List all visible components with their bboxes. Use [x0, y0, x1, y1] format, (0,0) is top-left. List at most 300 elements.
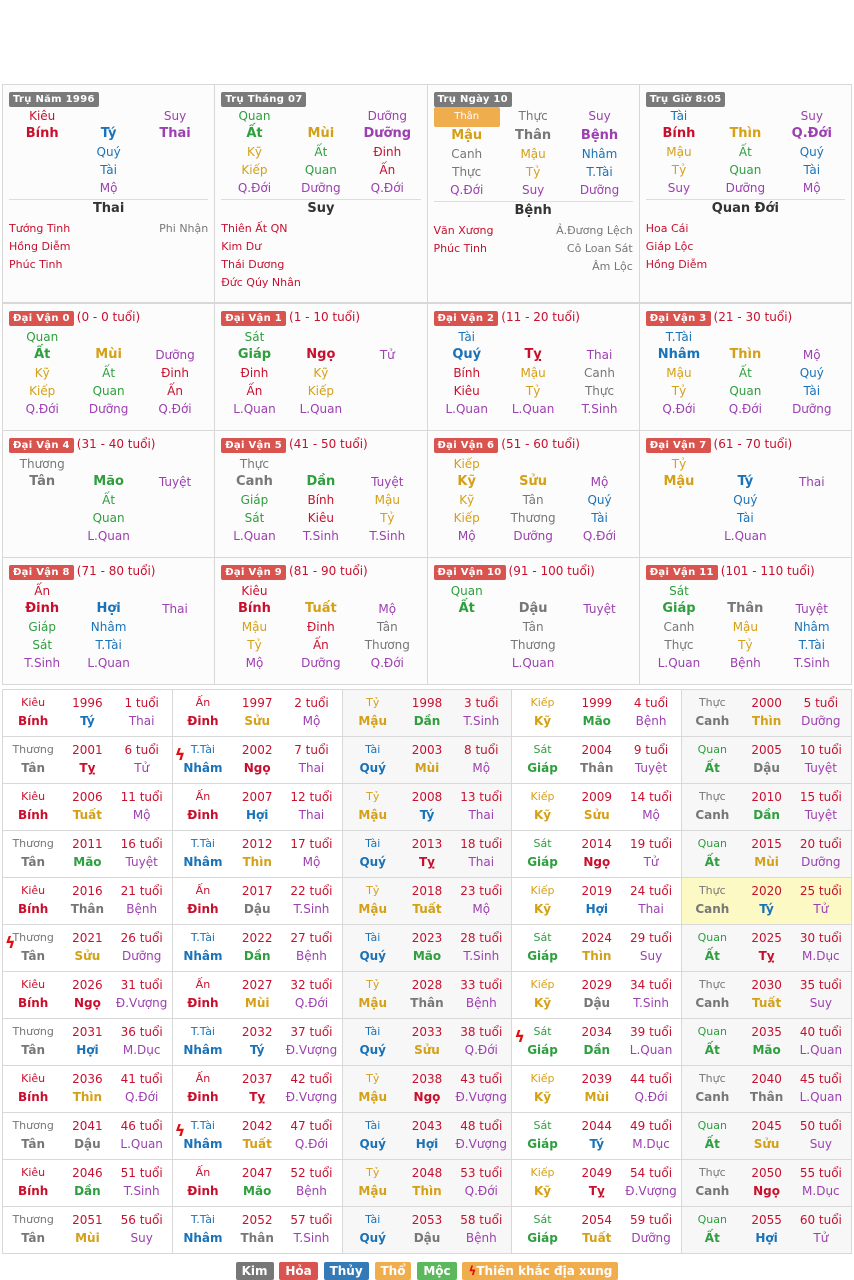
- year-line-2: [346, 1182, 509, 1200]
- year-stage: Bệnh: [126, 902, 158, 916]
- year-cell: [343, 925, 513, 972]
- year-stage: Đ.Vượng: [115, 996, 168, 1010]
- year-branch: Dần: [74, 1184, 101, 1198]
- year-god: Quan: [697, 1025, 727, 1038]
- year-line-1: [515, 835, 678, 853]
- year-line-1: [685, 1117, 848, 1135]
- year-stage: Đ.Vượng: [455, 1090, 507, 1104]
- year-god: Thực: [698, 790, 726, 803]
- year-stage: Đ.Vượng: [455, 1137, 507, 1151]
- year-branch: Thìn: [72, 1090, 103, 1104]
- year-god: T.Tài: [190, 931, 215, 944]
- dai-van-value: [646, 509, 712, 527]
- year-line-2: [346, 1088, 509, 1106]
- year-branch: Thìn: [412, 1184, 442, 1198]
- dai-van-range: (51 - 60 tuổi): [501, 437, 580, 451]
- dai-van-row: [434, 364, 633, 382]
- year-line-2: [6, 1135, 169, 1153]
- year-stem: Quý: [359, 1137, 387, 1151]
- year-branch: Dậu: [753, 761, 780, 775]
- legend-khac-xung: ϟThiên khắc địa xung: [462, 1262, 618, 1280]
- year-line-1: [6, 1117, 169, 1135]
- star-name: Hồng Diễm: [645, 258, 708, 271]
- dai-van-row: [221, 618, 420, 636]
- year-number: 2029: [581, 978, 613, 992]
- dai-van-value: Quý: [799, 366, 824, 380]
- year-number: 2018: [411, 884, 443, 898]
- dai-van-tag: Đại Vận 11: [646, 565, 718, 580]
- year-number: 2035: [751, 1025, 782, 1039]
- khac-xung-icon: ϟ: [514, 1027, 525, 1046]
- year-number: 1998: [411, 696, 443, 710]
- year-line-1: [515, 1211, 678, 1229]
- year-line-1: [6, 976, 169, 994]
- star-row: [221, 220, 420, 238]
- pillar-value: Q.Đới: [791, 126, 832, 141]
- dai-van-value: [566, 636, 632, 654]
- year-stage: T.Sinh: [463, 714, 500, 728]
- year-cell: [3, 1160, 173, 1207]
- year-line-1: [685, 741, 848, 759]
- dai-van-cell: [640, 431, 852, 558]
- year-line-2: [6, 1041, 169, 1059]
- year-cell: [173, 737, 343, 784]
- year-god: Tài: [365, 1025, 381, 1038]
- dai-van-value: T.Sinh: [302, 529, 339, 543]
- year-branch: Thìn: [751, 714, 782, 728]
- pillar-value: Tỷ: [525, 165, 541, 179]
- star-name: Hồng Diễm: [9, 240, 71, 253]
- dai-van-value: Q.Đới: [158, 402, 192, 416]
- pillar-row: [221, 107, 420, 125]
- dai-van-row: [9, 654, 208, 672]
- pillar-row: [434, 163, 633, 181]
- year-branch: Hợi: [76, 1043, 99, 1057]
- year-age: 1 tuổi: [124, 696, 159, 710]
- star-row: [434, 240, 633, 258]
- pillar-value: Bính: [662, 126, 696, 141]
- year-god: Thực: [698, 884, 726, 897]
- pillar-row: [9, 107, 208, 125]
- year-cell: [173, 1207, 343, 1254]
- pillar-stars: [9, 220, 208, 274]
- year-grid: [2, 689, 852, 1254]
- dai-van-value: [9, 491, 75, 509]
- year-cell: [682, 1019, 852, 1066]
- dai-van-value: [142, 328, 208, 346]
- dai-van-tag: Đại Vận 0: [9, 311, 74, 326]
- year-stage: L.Quan: [629, 1043, 673, 1057]
- year-line-1: [346, 1070, 509, 1088]
- year-stem: Đinh: [187, 1090, 219, 1104]
- year-number: 2037: [241, 1072, 273, 1086]
- dai-van-value: Dậu: [518, 601, 548, 616]
- dai-van-range: (31 - 40 tuổi): [76, 437, 156, 451]
- year-branch: Tuất: [751, 996, 782, 1010]
- year-branch: Thân: [749, 1090, 784, 1104]
- star-row: [646, 238, 845, 256]
- dai-van-value: [779, 455, 845, 473]
- year-line-1: [515, 882, 678, 900]
- star-name: Giáp Lộc: [645, 240, 694, 253]
- year-number: 2039: [581, 1072, 613, 1086]
- dai-van-value: Bính: [453, 366, 481, 380]
- star-name: Âm Lộc: [592, 260, 633, 273]
- dai-van-value: [434, 618, 500, 636]
- pillar-value: Dưỡng: [363, 126, 412, 141]
- year-cell: [173, 690, 343, 737]
- year-god: Thương: [12, 1119, 54, 1132]
- year-line-2: [685, 994, 848, 1012]
- year-cell: [173, 1113, 343, 1160]
- year-stem: Mậu: [358, 808, 388, 822]
- year-stem: Bính: [17, 808, 49, 822]
- dai-van-tag: Đại Vận 9: [221, 565, 286, 580]
- year-line-2: [6, 994, 169, 1012]
- year-cell: [343, 1019, 513, 1066]
- year-stage: Suy: [130, 1231, 153, 1245]
- year-line-2: [515, 853, 678, 871]
- year-line-1: [515, 741, 678, 759]
- year-age: 50 tuổi: [799, 1119, 842, 1133]
- dai-van-value: T.Tài: [665, 330, 693, 344]
- dai-van-value: [712, 328, 778, 346]
- dai-van-row: [646, 491, 845, 509]
- dai-van-value: Giáp: [662, 601, 696, 616]
- year-stage: Tử: [643, 855, 659, 869]
- year-stage: Suy: [639, 949, 663, 963]
- year-age: 42 tuổi: [290, 1072, 333, 1086]
- dai-van-range: (21 - 30 tuổi): [713, 310, 793, 324]
- year-number: 2007: [241, 790, 273, 804]
- dai-van-row: [646, 527, 845, 545]
- year-branch: Sửu: [74, 949, 101, 963]
- year-age: 54 tuổi: [630, 1166, 673, 1180]
- year-cell: [512, 878, 682, 925]
- year-number: 2009: [581, 790, 613, 804]
- dai-van-value: Tài: [803, 384, 821, 398]
- year-age: 26 tuổi: [120, 931, 163, 945]
- year-age: 24 tuổi: [630, 884, 673, 898]
- dai-van-row: [646, 636, 845, 654]
- year-cell: [343, 737, 513, 784]
- year-number: 2038: [411, 1072, 443, 1086]
- year-age: 14 tuổi: [630, 790, 673, 804]
- year-god: Tài: [365, 837, 381, 850]
- year-age: 58 tuổi: [460, 1213, 503, 1227]
- star-row: [9, 220, 208, 238]
- pillar-value: Đinh: [373, 145, 402, 159]
- pillar-value: Tài: [670, 109, 688, 123]
- dai-van-row: [9, 346, 208, 364]
- year-age: 15 tuổi: [799, 790, 842, 804]
- year-stem: Bính: [17, 714, 49, 728]
- pillar-value: Ất: [314, 145, 328, 159]
- dai-van-tag: Đại Vận 6: [434, 438, 499, 453]
- year-god: Ấn: [195, 978, 211, 991]
- bazi-chart: [2, 84, 852, 1254]
- dai-van-cell: [215, 558, 427, 685]
- year-age: 41 tuổi: [120, 1072, 163, 1086]
- year-stage: Bệnh: [465, 1231, 497, 1245]
- dai-van-value: Tử: [379, 348, 395, 362]
- year-number: 2006: [72, 790, 103, 804]
- year-line-1: [346, 694, 509, 712]
- year-age: 3 tuổi: [464, 696, 499, 710]
- year-number: 2015: [751, 837, 782, 851]
- year-god: Thương: [12, 837, 54, 850]
- year-number: 2043: [411, 1119, 443, 1133]
- year-number: 2016: [72, 884, 103, 898]
- dai-van-header: [221, 310, 420, 326]
- pillar-value: Tài: [100, 163, 117, 177]
- year-line-2: [515, 759, 678, 777]
- year-line-1: [176, 835, 339, 853]
- year-line-1: [515, 694, 678, 712]
- dai-van-value: [75, 582, 141, 600]
- dai-van-value: Kiêu: [453, 384, 480, 398]
- year-line-2: [346, 1229, 509, 1247]
- year-branch: Hợi: [755, 1231, 778, 1245]
- year-stem: Tân: [21, 855, 46, 869]
- year-age: 9 tuổi: [633, 743, 669, 757]
- year-god: Kiêu: [21, 790, 46, 803]
- year-stage: Mộ: [302, 714, 321, 728]
- year-stage: Thai: [468, 808, 495, 822]
- year-stage: Tử: [813, 902, 829, 916]
- dai-van-value: Dưỡng: [301, 656, 341, 670]
- year-age: 20 tuổi: [799, 837, 842, 851]
- year-god: Kiêu: [21, 1072, 46, 1085]
- year-stem: Giáp: [527, 949, 558, 963]
- year-god: Kiếp: [530, 696, 555, 709]
- year-number: 2027: [241, 978, 273, 992]
- year-cell: [682, 925, 852, 972]
- dai-van-header: [434, 310, 633, 326]
- year-stage: Mộ: [302, 855, 321, 869]
- year-stage: Mộ: [642, 808, 660, 822]
- year-stem: Giáp: [527, 1231, 558, 1245]
- year-stage: Tuyệt: [634, 761, 668, 775]
- dai-van-value: Mậu: [241, 620, 268, 634]
- dai-van-row: [221, 654, 420, 672]
- dai-van-value: Dưỡng: [155, 348, 195, 362]
- dai-van-value: Mão: [93, 474, 124, 489]
- dai-van-value: Dưỡng: [792, 402, 832, 416]
- dai-van-value: Ngọ: [306, 347, 336, 362]
- pillar-value: [142, 179, 208, 197]
- year-branch: Tỵ: [758, 949, 775, 963]
- year-number: 1997: [241, 696, 273, 710]
- dai-van-value: Đinh: [306, 620, 335, 634]
- year-age: 51 tuổi: [120, 1166, 163, 1180]
- pillar-value: Thìn: [729, 126, 762, 141]
- year-stage: L.Quan: [799, 1043, 843, 1057]
- year-stage: L.Quan: [799, 1090, 843, 1104]
- year-cell: [3, 972, 173, 1019]
- dai-van-range: (41 - 50 tuổi): [289, 437, 368, 451]
- year-number: 2046: [72, 1166, 103, 1180]
- dai-van-cell: [3, 558, 215, 685]
- dai-van-value: T.Tài: [95, 638, 122, 652]
- year-stage: Q.Đới: [294, 996, 329, 1010]
- dai-van-value: Thực: [239, 457, 270, 471]
- dai-van-value: Thân: [727, 601, 764, 616]
- year-number: 2051: [72, 1213, 103, 1227]
- dai-van-value: [434, 654, 500, 672]
- year-number: 2017: [241, 884, 273, 898]
- year-stage: Bệnh: [296, 949, 327, 963]
- dai-van-value: Sát: [32, 638, 53, 652]
- year-cell: [173, 1066, 343, 1113]
- year-line-1: [346, 1164, 509, 1182]
- year-age: 5 tuổi: [803, 696, 839, 710]
- pillar-value: Tài: [803, 163, 821, 177]
- dai-van-row: [9, 582, 208, 600]
- year-god: Tỷ: [366, 1166, 380, 1179]
- pillar-stars: [646, 220, 845, 274]
- year-branch: Dần: [413, 714, 441, 728]
- dai-van-value: Canh: [236, 474, 273, 489]
- year-stem: Giáp: [527, 761, 558, 775]
- year-line-1: [176, 882, 339, 900]
- dai-van-header: [646, 310, 845, 326]
- year-stem: Đinh: [187, 902, 219, 916]
- dai-van-value: L.Quan: [511, 656, 555, 670]
- year-number: 2022: [241, 931, 273, 945]
- year-stem: Ất: [704, 1231, 720, 1245]
- year-line-2: [346, 947, 509, 965]
- year-god: Tỷ: [366, 1072, 380, 1085]
- year-stem: Ất: [704, 855, 720, 869]
- year-branch: Thân: [580, 761, 614, 775]
- year-number: 2034: [581, 1025, 613, 1039]
- year-god: Tỷ: [366, 696, 380, 709]
- dai-van-value: Quan: [92, 384, 125, 398]
- year-line-2: [6, 947, 169, 965]
- year-line-1: [176, 1070, 339, 1088]
- pillar-cell: [428, 85, 640, 303]
- year-stage: T.Sinh: [463, 949, 500, 963]
- year-line-2: [346, 1135, 509, 1153]
- year-god: Thực: [698, 1166, 726, 1179]
- pillar-value: Dưỡng: [725, 181, 766, 195]
- pillar-value: Dưỡng: [301, 181, 341, 195]
- year-line-1: [685, 1164, 848, 1182]
- dai-van-value: Tỷ: [671, 384, 687, 398]
- dai-van-value: Tuyệt: [158, 475, 192, 489]
- year-cell: [682, 737, 852, 784]
- year-stem: Canh: [695, 996, 730, 1010]
- year-line-1: [685, 694, 848, 712]
- pillar-value: T.Tài: [586, 165, 613, 179]
- pillar-title: Trụ Giờ 8:05: [646, 92, 726, 107]
- dai-van-value: Tân: [522, 493, 544, 507]
- year-god: T.Tài: [190, 1119, 215, 1132]
- year-age: 29 tuổi: [630, 931, 673, 945]
- year-stage: Thai: [468, 855, 495, 869]
- year-branch: Mùi: [584, 1090, 610, 1104]
- year-stem: Canh: [695, 714, 730, 728]
- dai-van-value: Tý: [737, 474, 754, 489]
- year-branch: Tuất: [242, 1137, 272, 1151]
- year-branch: Thân: [410, 996, 444, 1010]
- legend-thuy: Thủy: [324, 1262, 369, 1280]
- year-number: 2003: [411, 743, 443, 757]
- pillar-value: Bính: [25, 126, 59, 141]
- year-stage: T.Sinh: [123, 1184, 160, 1198]
- year-branch: Dậu: [74, 1137, 101, 1151]
- year-stage: Thai: [128, 714, 155, 728]
- dai-van-row: [9, 382, 208, 400]
- year-stem: Quý: [359, 761, 387, 775]
- dai-van-row: [646, 328, 845, 346]
- pillar-value: Thực: [518, 109, 548, 123]
- pillar-value: [9, 143, 75, 161]
- dai-van-value: Tỷ: [525, 384, 541, 398]
- year-age: 25 tuổi: [799, 884, 842, 898]
- year-cell: [343, 831, 513, 878]
- dai-van-value: Quan: [92, 511, 125, 525]
- dai-van-value: Bệnh: [729, 656, 761, 670]
- khac-xung-icon: ϟ: [174, 1121, 186, 1140]
- dai-van-value: [142, 455, 208, 473]
- year-stem: Bính: [17, 1184, 49, 1198]
- year-line-1: [176, 694, 339, 712]
- dai-van-value: [75, 455, 141, 473]
- dai-van-value: [646, 491, 712, 509]
- year-stem: Bính: [17, 902, 49, 916]
- dai-van-range: (101 - 110 tuổi): [720, 564, 815, 578]
- dai-van-value: [142, 491, 208, 509]
- dai-van-cell: [428, 304, 640, 431]
- dai-van-value: Dưỡng: [88, 402, 129, 416]
- year-branch: Hợi: [585, 902, 608, 916]
- year-line-1: [176, 1211, 339, 1229]
- legend-moc: Mộc: [417, 1262, 456, 1280]
- dai-van-value: Q.Đới: [728, 402, 762, 416]
- dai-van-value: Ấn: [34, 584, 51, 598]
- year-number: 2000: [751, 696, 782, 710]
- pillar-value: Dưỡng: [579, 183, 620, 197]
- dai-van-value: L.Quan: [87, 656, 130, 670]
- year-cell: [512, 972, 682, 1019]
- year-god: Kiếp: [530, 1072, 555, 1085]
- year-number: 1996: [72, 696, 103, 710]
- dai-van-value: Q.Đới: [370, 656, 404, 670]
- year-age: 31 tuổi: [120, 978, 163, 992]
- dai-van-row: [646, 509, 845, 527]
- year-age: 44 tuổi: [630, 1072, 673, 1086]
- year-age: 53 tuổi: [460, 1166, 503, 1180]
- year-line-2: [176, 1229, 339, 1247]
- year-stem: Quý: [359, 1043, 387, 1057]
- year-line-2: [685, 947, 848, 965]
- year-line-2: [515, 1182, 678, 1200]
- year-stem: Bính: [17, 1090, 49, 1104]
- dai-van-value: Thương: [510, 511, 556, 525]
- dai-van-row: [434, 473, 633, 491]
- year-cell: [343, 1066, 513, 1113]
- dai-van-row: [9, 509, 208, 527]
- year-age: 19 tuổi: [630, 837, 673, 851]
- year-stem: Ất: [704, 949, 720, 963]
- pillar-row: [221, 143, 420, 161]
- year-number: 2024: [581, 931, 613, 945]
- year-number: 2055: [751, 1213, 782, 1227]
- year-branch: Sửu: [753, 1137, 780, 1151]
- year-stage: Đ.Vượng: [285, 1090, 338, 1104]
